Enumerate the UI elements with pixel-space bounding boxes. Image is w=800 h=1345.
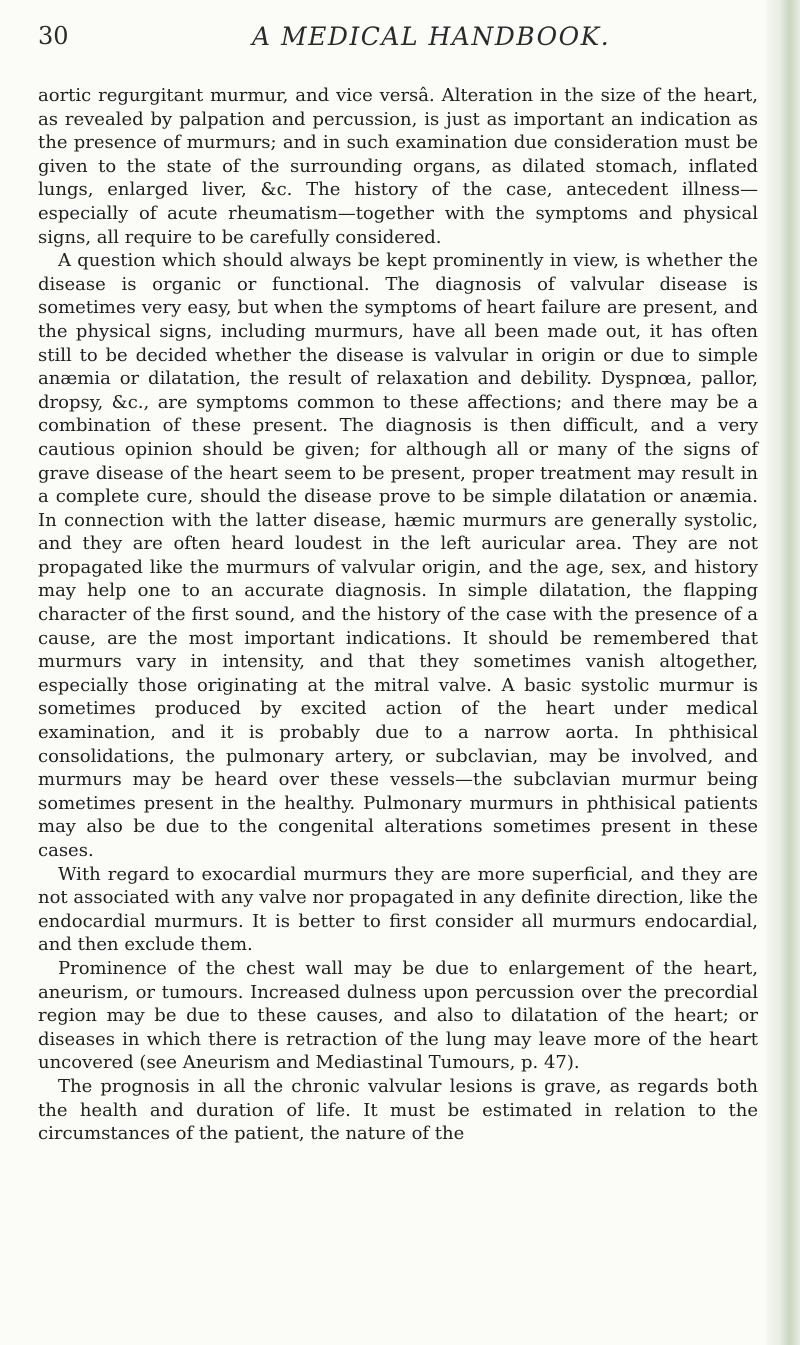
book-page (38, 18, 758, 1328)
page-number: 30 (38, 22, 69, 50)
paragraph-exocardial: With regard to exocardial murmurs they are more superficial, and they are not associated with any valve nor propagated in any definite direction, like the endocardial murmurs. It is better to first consider all murmurs endocardial, and then exclude them. (38, 863, 758, 956)
running-title: A MEDICAL HANDBOOK. (252, 22, 611, 51)
body-text (38, 84, 758, 1146)
paragraph-continued: aortic regurgitant murmur, and vice versâ. Alteration in the size of the heart, as revealed by palpation and percussion, is just as important an indication as the presence of murmurs; and in such examination due consideration must be given to the state of the surrounding organs, as dilated stomach, inflated lungs, enlarged liver, &c. The history of the case, antecedent illness—especially of acute rheumatism—together with the symptoms and physical signs, all require to be carefully considered. (38, 85, 758, 248)
paragraph-prominence: Prominence of the chest wall may be due to enlargement of the heart, aneurism, or tumours. Increased dulness upon percussion over the precordial region may be due to these causes, and also to dilatation of the heart; or diseases in which there is retraction of the lung may leave more of the heart uncovered (see Aneurism and Mediastinal Tumours, p. 47). (38, 957, 758, 1074)
paragraph-organic-functional: A question which should always be kept prominently in view, is whether the disease is organic or functional. The diagnosis of valvular disease is sometimes very easy, but when the symptoms of heart failure are present, and the physical signs, including murmurs, have all been made out, it has often still to be decided whether the disease is valvular in origin or due to simple anæmia or dilatation, the result of relaxation and debility. Dyspnœa, pallor, dropsy, &c., are symptoms common to these affections; and there may be a combination of these present. The diagnosis is then difficult, and a very cautious opinion should be given; for although all or many of the signs of grave disease of the heart seem to be present, proper treatment may result in a complete cure, should the disease prove to be simple dilatation or anæmia. In connection with the latter disease, hæmic murmurs are generally systolic, and they are often heard loudest in the left auricular area. They are not propagated like the murmurs of valvular origin, and the age, sex, and history may help one to an accurate diagnosis. In simple dilatation, the flapping character of the first sound, and the history of the case with the presence of a cause, are the most important indications. It should be remembered that murmurs vary in intensity, and that they sometimes vanish altogether, especially those originating at the mitral valve. A basic systolic murmur is sometimes produced by excited action of the heart under medical examination, and it is probably due to a narrow aorta. In phthisical consolidations, the pulmonary artery, or subclavian, may be involved, and murmurs may be heard over these vessels—the subclavian murmur being sometimes present in the healthy. Pulmonary murmurs in phthisical patients may also be due to the congenital alterations sometimes present in these cases. (38, 250, 758, 861)
page-edge-shadow (766, 0, 800, 1345)
page-header (38, 18, 758, 60)
paragraph-prognosis: The prognosis in all the chronic valvular lesions is grave, as regards both the health and duration of life. It must be estimated in relation to the circumstances of the patient, the nature of the (38, 1075, 758, 1145)
